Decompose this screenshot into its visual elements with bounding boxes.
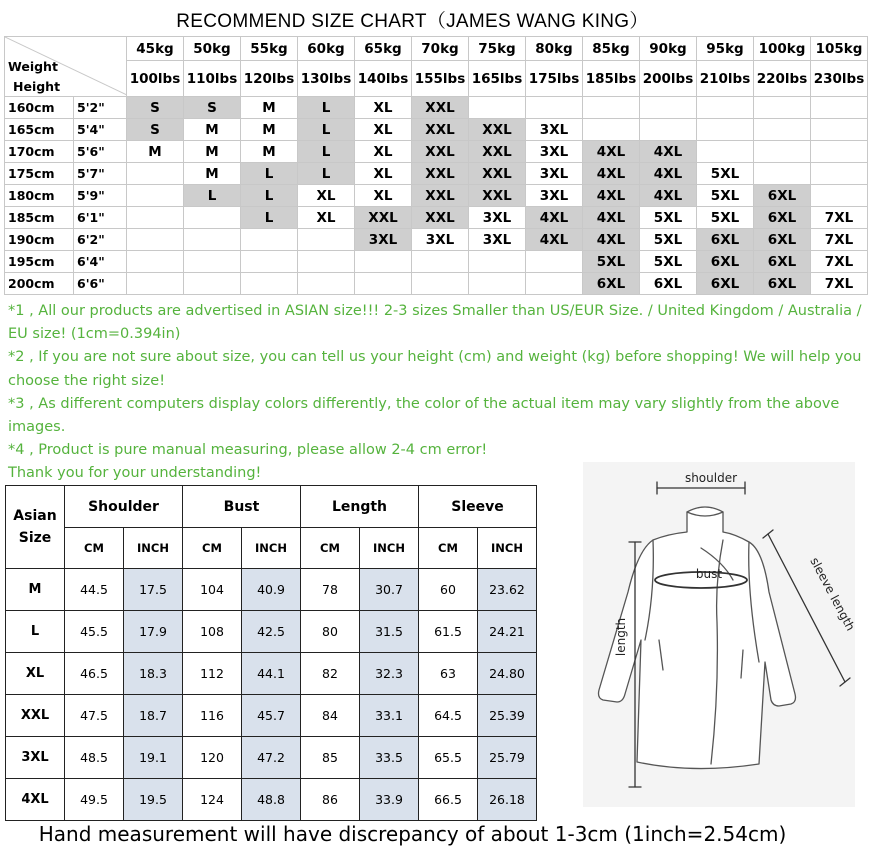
size-cell: 4XL xyxy=(583,207,640,229)
group-sleeve: Sleeve xyxy=(419,486,537,528)
cm-value: 112 xyxy=(183,653,242,695)
inch-value: 25.39 xyxy=(478,695,537,737)
size-cell: 6XL xyxy=(754,251,811,273)
height-ft: 5'2" xyxy=(74,97,127,119)
cm-value: 46.5 xyxy=(65,653,124,695)
group-length: Length xyxy=(301,486,419,528)
size-cell: XXL xyxy=(412,141,469,163)
size-cell: XXL xyxy=(412,97,469,119)
size-cell: XL xyxy=(298,207,355,229)
size-cell xyxy=(127,185,184,207)
size-cell: 3XL xyxy=(526,119,583,141)
size-cell: 3XL xyxy=(526,163,583,185)
kg-header: 105kg xyxy=(811,37,868,61)
asian-label: Asian xyxy=(13,508,57,524)
unit-inch: INCH xyxy=(360,528,419,569)
kg-header: 70kg xyxy=(412,37,469,61)
size-cell: 4XL xyxy=(583,185,640,207)
measurement-row xyxy=(6,695,537,737)
lbs-header: 200lbs xyxy=(640,61,697,97)
size-name: 4XL xyxy=(6,779,65,821)
kg-header: 45kg xyxy=(127,37,184,61)
group-bust: Bust xyxy=(183,486,301,528)
size-cell xyxy=(241,251,298,273)
size-cell: 3XL xyxy=(469,229,526,251)
lbs-header: 175lbs xyxy=(526,61,583,97)
size-cell: 6XL xyxy=(697,251,754,273)
size-cell xyxy=(184,229,241,251)
size-cell: M xyxy=(241,141,298,163)
size-cell xyxy=(298,273,355,295)
lbs-row xyxy=(5,61,868,97)
size-cell: 4XL xyxy=(583,229,640,251)
size-cell: XL xyxy=(355,185,412,207)
size-cell: 3XL xyxy=(355,229,412,251)
size-cell xyxy=(811,141,868,163)
inch-value: 26.18 xyxy=(478,779,537,821)
kg-header: 60kg xyxy=(298,37,355,61)
size-cell: 6XL xyxy=(754,185,811,207)
height-ft: 5'7" xyxy=(74,163,127,185)
size-cell: S xyxy=(184,97,241,119)
size-cell: 5XL xyxy=(583,251,640,273)
size-row xyxy=(5,273,868,295)
inch-value: 31.5 xyxy=(360,611,419,653)
size-cell xyxy=(469,251,526,273)
size-cell xyxy=(412,251,469,273)
size-cell: M xyxy=(241,119,298,141)
size-cell xyxy=(640,97,697,119)
size-cell: XXL xyxy=(412,163,469,185)
inch-value: 33.5 xyxy=(360,737,419,779)
inch-value: 17.5 xyxy=(124,569,183,611)
cm-value: 66.5 xyxy=(419,779,478,821)
notes xyxy=(8,300,883,486)
size-name: 3XL xyxy=(6,737,65,779)
size-cell: L xyxy=(298,97,355,119)
unit-cm: CM xyxy=(183,528,242,569)
lbs-header: 140lbs xyxy=(355,61,412,97)
height-cm: 160cm xyxy=(5,97,74,119)
height-label: Height xyxy=(13,79,61,94)
size-cell: 6XL xyxy=(697,229,754,251)
size-cell: 3XL xyxy=(412,229,469,251)
chart-title: RECOMMEND SIZE CHART（JAMES WANG KING） xyxy=(176,11,649,32)
unit-cm: CM xyxy=(301,528,360,569)
lbs-header: 120lbs xyxy=(241,61,298,97)
bust-label: bust xyxy=(695,567,723,581)
size-cell: XXL xyxy=(412,207,469,229)
lbs-header: 230lbs xyxy=(811,61,868,97)
kg-header: 100kg xyxy=(754,37,811,61)
size-cell: XL xyxy=(298,185,355,207)
lbs-header: 185lbs xyxy=(583,61,640,97)
size-cell: XXL xyxy=(469,163,526,185)
size-cell: 3XL xyxy=(526,141,583,163)
size-cell xyxy=(469,97,526,119)
cm-value: 86 xyxy=(301,779,360,821)
size-cell: XXL xyxy=(469,141,526,163)
height-ft: 6'4" xyxy=(74,251,127,273)
unit-inch: INCH xyxy=(242,528,301,569)
size-row xyxy=(5,119,868,141)
size-cell: 4XL xyxy=(640,185,697,207)
unit-inch: INCH xyxy=(478,528,537,569)
size-cell: 5XL xyxy=(697,185,754,207)
size-cell: 4XL xyxy=(640,141,697,163)
inch-value: 30.7 xyxy=(360,569,419,611)
size-cell xyxy=(697,97,754,119)
inch-value: 24.80 xyxy=(478,653,537,695)
footer-note: Hand measurement will have discrepancy of about 1-3cm (1inch=2.54cm) xyxy=(38,822,787,846)
lbs-header: 210lbs xyxy=(697,61,754,97)
size-cell: XL xyxy=(355,163,412,185)
size-cell: M xyxy=(127,141,184,163)
lbs-header: 155lbs xyxy=(412,61,469,97)
inch-value: 18.3 xyxy=(124,653,183,695)
size-cell: L xyxy=(184,185,241,207)
size-cell: XXL xyxy=(412,119,469,141)
cm-value: 124 xyxy=(183,779,242,821)
size-cell: 7XL xyxy=(811,207,868,229)
inch-value: 19.1 xyxy=(124,737,183,779)
size-cell xyxy=(298,229,355,251)
size-cell: L xyxy=(241,185,298,207)
note-thanks: Thank you for your understanding! xyxy=(8,465,262,482)
cm-value: 85 xyxy=(301,737,360,779)
size-cell xyxy=(526,97,583,119)
cm-value: 82 xyxy=(301,653,360,695)
size-cell: 4XL xyxy=(583,141,640,163)
size-cell xyxy=(241,273,298,295)
weight-label: Weight xyxy=(8,59,58,74)
cm-value: 47.5 xyxy=(65,695,124,737)
size-cell xyxy=(241,229,298,251)
cm-value: 49.5 xyxy=(65,779,124,821)
size-cell: L xyxy=(298,119,355,141)
size-cell: S xyxy=(127,97,184,119)
height-ft: 6'6" xyxy=(74,273,127,295)
kg-header: 50kg xyxy=(184,37,241,61)
size-cell xyxy=(754,119,811,141)
size-cell: XXL xyxy=(355,207,412,229)
cm-value: 104 xyxy=(183,569,242,611)
size-cell xyxy=(697,119,754,141)
size-name: L xyxy=(6,611,65,653)
height-cm: 200cm xyxy=(5,273,74,295)
size-cell xyxy=(127,163,184,185)
measurement-table xyxy=(5,485,537,821)
size-cell: XXL xyxy=(469,185,526,207)
unit-inch: INCH xyxy=(124,528,183,569)
lbs-header: 220lbs xyxy=(754,61,811,97)
inch-value: 17.9 xyxy=(124,611,183,653)
size-cell xyxy=(811,163,868,185)
cm-value: 64.5 xyxy=(419,695,478,737)
measurement-row xyxy=(6,569,537,611)
size-row xyxy=(5,207,868,229)
size-name: XL xyxy=(6,653,65,695)
size-label: Size xyxy=(18,530,52,546)
height-cm: 195cm xyxy=(5,251,74,273)
note-4: *4 , Product is pure manual measuring, please allow 2-4 cm error! xyxy=(8,442,488,459)
size-row xyxy=(5,141,868,163)
size-cell xyxy=(811,185,868,207)
measurement-row xyxy=(6,737,537,779)
size-row xyxy=(5,163,868,185)
size-cell xyxy=(127,229,184,251)
size-cell xyxy=(526,273,583,295)
size-cell: L xyxy=(241,207,298,229)
size-cell xyxy=(355,273,412,295)
inch-value: 18.7 xyxy=(124,695,183,737)
inch-value: 19.5 xyxy=(124,779,183,821)
size-cell: 6XL xyxy=(754,273,811,295)
size-name: M xyxy=(6,569,65,611)
size-name: XXL xyxy=(6,695,65,737)
size-cell xyxy=(469,273,526,295)
cm-value: 116 xyxy=(183,695,242,737)
inch-value: 23.62 xyxy=(478,569,537,611)
size-cell xyxy=(412,273,469,295)
lbs-header: 110lbs xyxy=(184,61,241,97)
kg-header: 65kg xyxy=(355,37,412,61)
inch-value: 42.5 xyxy=(242,611,301,653)
size-cell: XXL xyxy=(469,119,526,141)
size-cell: M xyxy=(184,163,241,185)
size-cell: 3XL xyxy=(469,207,526,229)
size-cell xyxy=(298,251,355,273)
meas-group-row xyxy=(6,486,537,528)
height-cm: 180cm xyxy=(5,185,74,207)
size-cell xyxy=(811,97,868,119)
size-cell: 4XL xyxy=(640,163,697,185)
note-1: *1 , All our products are advertised in ASIAN size!!! 2-3 sizes Smaller than US/EUR Size. / United Kingdom / Australia / EU size! (1cm=0.394in) xyxy=(8,303,862,343)
size-cell xyxy=(184,251,241,273)
height-ft: 5'6" xyxy=(74,141,127,163)
size-cell: XXL xyxy=(412,185,469,207)
shoulder-label: shoulder xyxy=(684,471,738,485)
height-cm: 185cm xyxy=(5,207,74,229)
size-cell: 3XL xyxy=(526,185,583,207)
size-cell xyxy=(754,97,811,119)
size-cell xyxy=(754,141,811,163)
size-cell: 7XL xyxy=(811,273,868,295)
size-cell xyxy=(127,273,184,295)
inch-value: 48.8 xyxy=(242,779,301,821)
meas-unit-row xyxy=(6,528,537,569)
kg-header: 80kg xyxy=(526,37,583,61)
size-cell: M xyxy=(241,97,298,119)
kg-header: 55kg xyxy=(241,37,298,61)
size-cell: 4XL xyxy=(526,229,583,251)
size-cell: 6XL xyxy=(640,273,697,295)
inch-value: 33.9 xyxy=(360,779,419,821)
kg-header: 95kg xyxy=(697,37,754,61)
cm-value: 45.5 xyxy=(65,611,124,653)
size-cell xyxy=(583,119,640,141)
size-cell: M xyxy=(184,119,241,141)
size-row xyxy=(5,97,868,119)
cm-value: 84 xyxy=(301,695,360,737)
inch-value: 47.2 xyxy=(242,737,301,779)
height-cm: 165cm xyxy=(5,119,74,141)
size-cell: 5XL xyxy=(697,207,754,229)
size-cell: M xyxy=(184,141,241,163)
size-cell xyxy=(127,251,184,273)
size-cell: 6XL xyxy=(754,207,811,229)
inch-value: 32.3 xyxy=(360,653,419,695)
sleeve-length-label: sleeve length xyxy=(807,555,855,634)
coat-diagram xyxy=(583,462,855,807)
size-cell xyxy=(184,273,241,295)
size-cell xyxy=(811,119,868,141)
size-cell: 5XL xyxy=(640,251,697,273)
cm-value: 78 xyxy=(301,569,360,611)
height-ft: 6'1" xyxy=(74,207,127,229)
size-cell: XL xyxy=(355,97,412,119)
size-cell xyxy=(640,119,697,141)
cm-value: 48.5 xyxy=(65,737,124,779)
kg-header: 75kg xyxy=(469,37,526,61)
lbs-header: 100lbs xyxy=(127,61,184,97)
height-cm: 190cm xyxy=(5,229,74,251)
size-cell: 5XL xyxy=(697,163,754,185)
inch-value: 33.1 xyxy=(360,695,419,737)
size-cell: L xyxy=(298,163,355,185)
inch-value: 40.9 xyxy=(242,569,301,611)
height-cm: 170cm xyxy=(5,141,74,163)
size-cell: 6XL xyxy=(697,273,754,295)
length-label: length xyxy=(614,617,628,657)
height-ft: 6'2" xyxy=(74,229,127,251)
measurement-row xyxy=(6,611,537,653)
size-chart-table xyxy=(4,36,868,295)
inch-value: 24.21 xyxy=(478,611,537,653)
size-cell xyxy=(697,141,754,163)
weight-height-header xyxy=(5,37,127,97)
asian-size-header xyxy=(6,486,65,569)
size-cell: XL xyxy=(355,119,412,141)
size-cell: L xyxy=(298,141,355,163)
measurement-row xyxy=(6,779,537,821)
size-cell xyxy=(583,97,640,119)
unit-cm: CM xyxy=(65,528,124,569)
size-row xyxy=(5,251,868,273)
cm-value: 61.5 xyxy=(419,611,478,653)
cm-value: 44.5 xyxy=(65,569,124,611)
cm-value: 65.5 xyxy=(419,737,478,779)
kg-header: 85kg xyxy=(583,37,640,61)
inch-value: 25.79 xyxy=(478,737,537,779)
size-cell: 5XL xyxy=(640,207,697,229)
cm-value: 80 xyxy=(301,611,360,653)
size-cell: 7XL xyxy=(811,229,868,251)
unit-cm: CM xyxy=(419,528,478,569)
lbs-header: 130lbs xyxy=(298,61,355,97)
size-cell: 6XL xyxy=(754,229,811,251)
size-cell: 4XL xyxy=(526,207,583,229)
size-cell: 6XL xyxy=(583,273,640,295)
size-cell xyxy=(754,163,811,185)
note-3: *3 , As different computers display colors differently, the color of the actual item may vary slightly from the above images. xyxy=(8,395,840,436)
cm-value: 63 xyxy=(419,653,478,695)
height-ft: 5'9" xyxy=(74,185,127,207)
lbs-header: 165lbs xyxy=(469,61,526,97)
size-row xyxy=(5,185,868,207)
cm-value: 108 xyxy=(183,611,242,653)
size-cell: 4XL xyxy=(583,163,640,185)
cm-value: 120 xyxy=(183,737,242,779)
size-cell: L xyxy=(241,163,298,185)
height-ft: 5'4" xyxy=(74,119,127,141)
size-cell: 7XL xyxy=(811,251,868,273)
kg-header: 90kg xyxy=(640,37,697,61)
note-2: *2 , If you are not sure about size, you can tell us your height (cm) and weight (kg) before shopping! We will help you choose the right size! xyxy=(8,349,862,389)
group-shoulder: Shoulder xyxy=(65,486,183,528)
size-cell xyxy=(355,251,412,273)
inch-value: 44.1 xyxy=(242,653,301,695)
size-cell: XL xyxy=(355,141,412,163)
size-cell xyxy=(184,207,241,229)
coat-illustration xyxy=(583,462,855,807)
cm-value: 60 xyxy=(419,569,478,611)
height-cm: 175cm xyxy=(5,163,74,185)
size-cell xyxy=(526,251,583,273)
measurement-row xyxy=(6,653,537,695)
size-cell xyxy=(127,207,184,229)
size-cell: S xyxy=(127,119,184,141)
size-cell: 5XL xyxy=(640,229,697,251)
size-row xyxy=(5,229,868,251)
kg-row xyxy=(5,37,868,61)
inch-value: 45.7 xyxy=(242,695,301,737)
